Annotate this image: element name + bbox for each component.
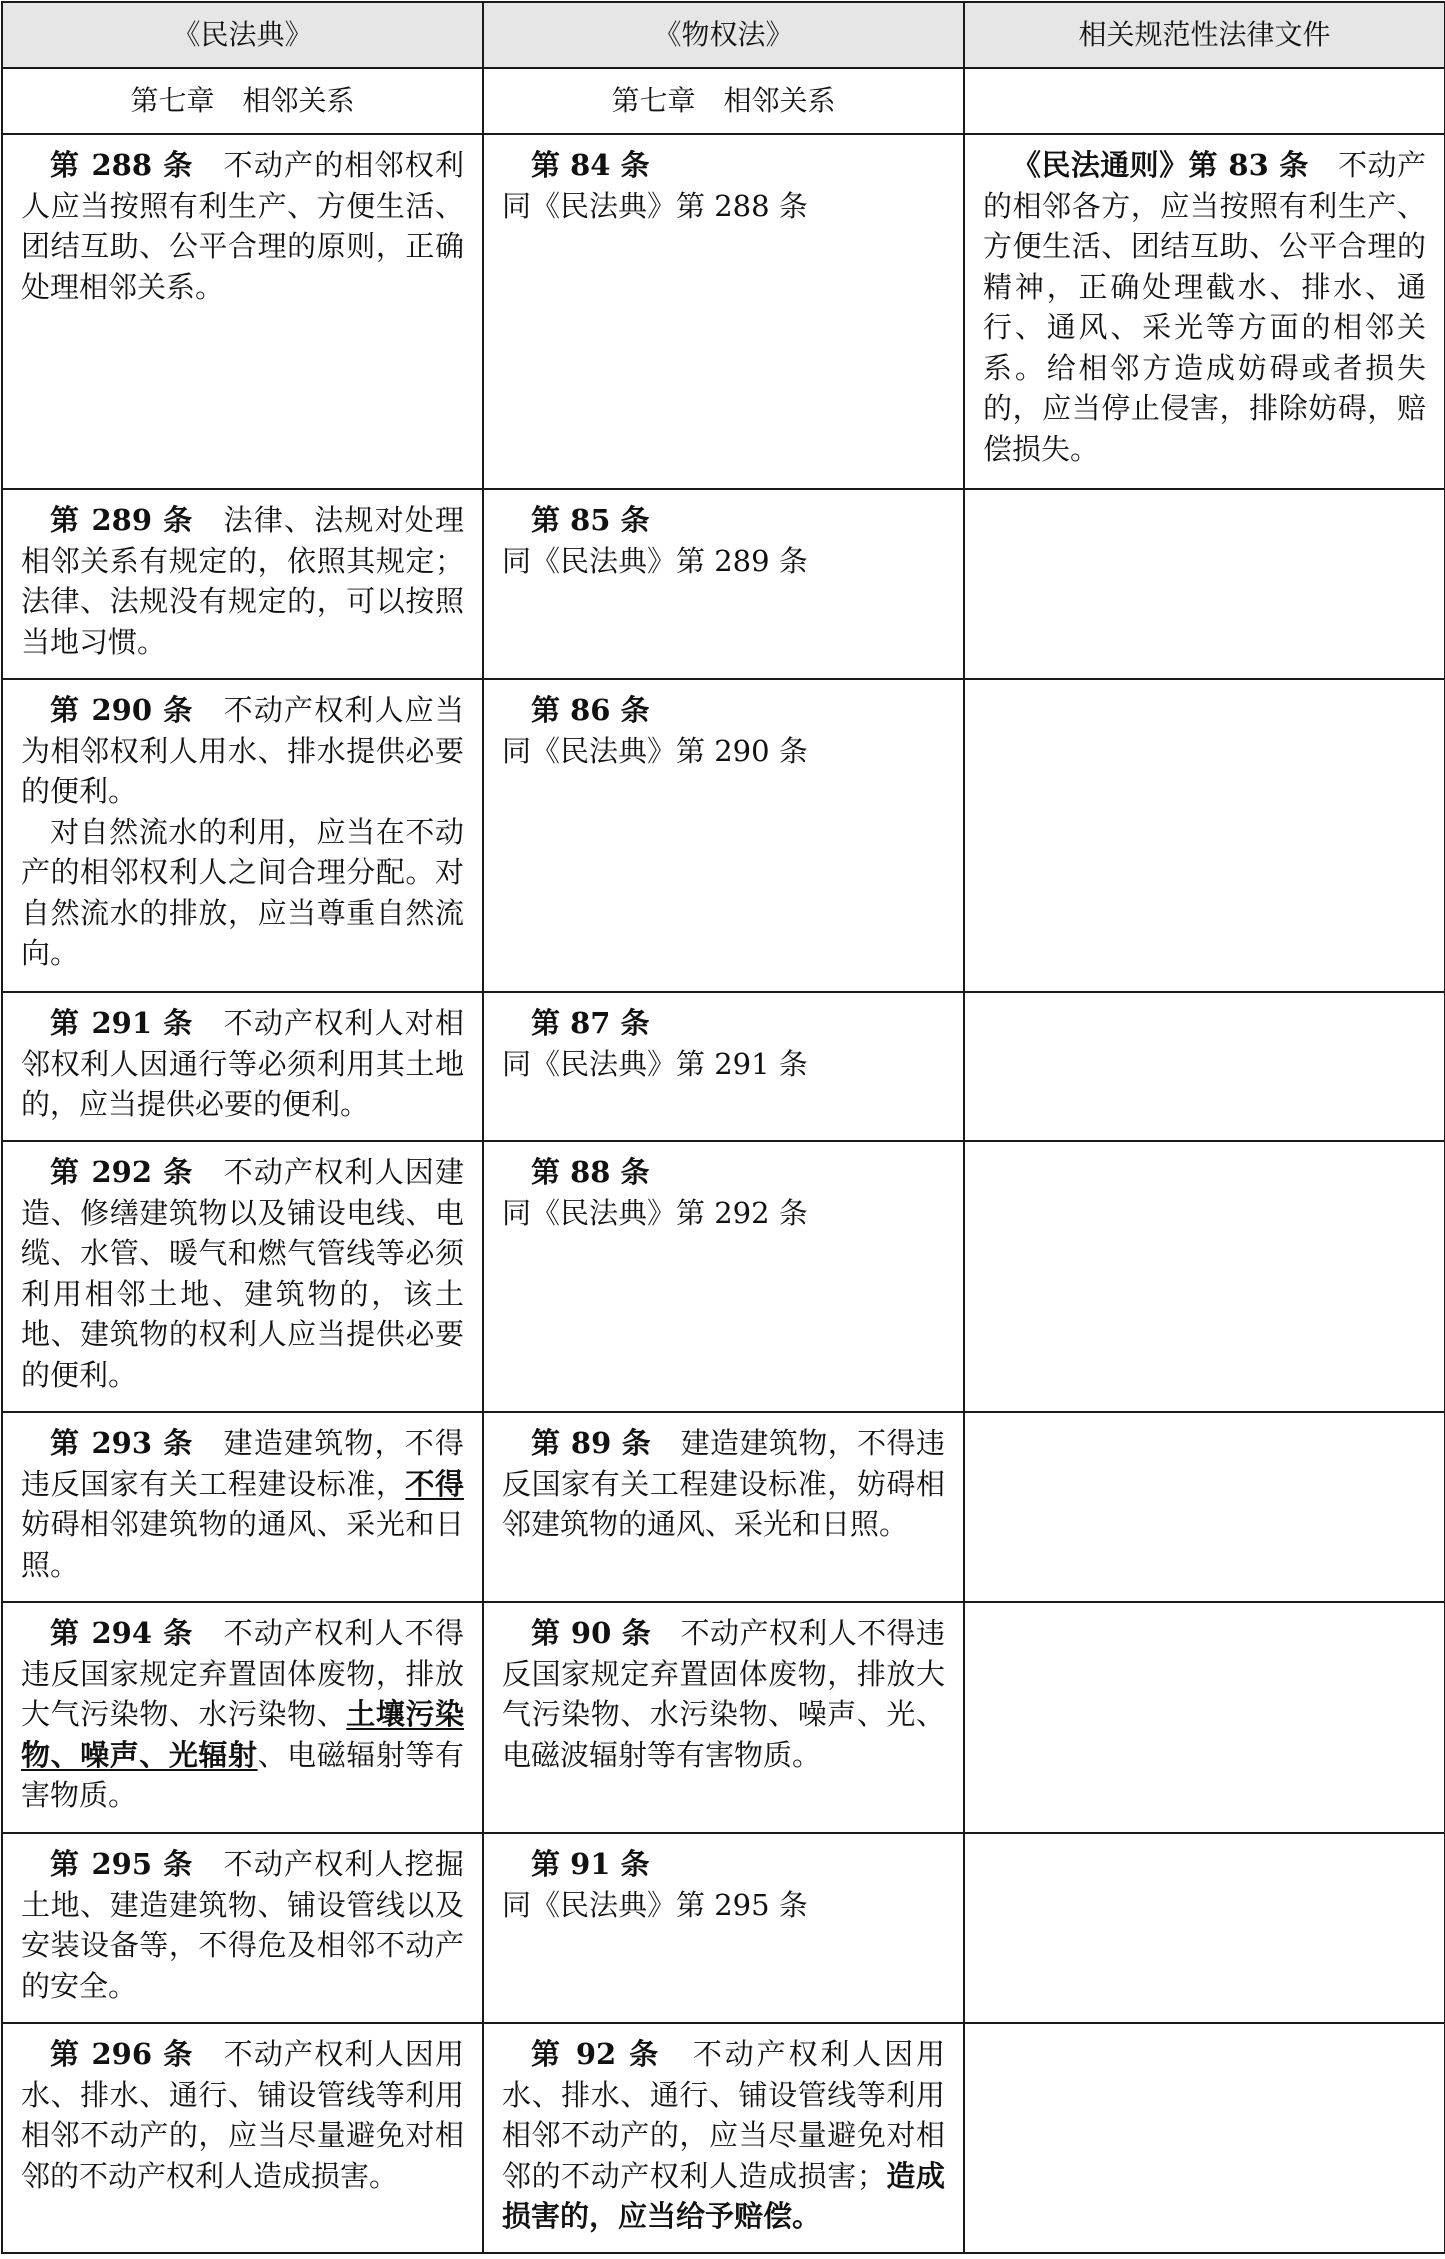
article-paragraph — [502, 1613, 945, 1775]
property-law-article — [483, 1833, 964, 2023]
article-text-tail: 、电磁辐射等有害物质。 — [21, 1737, 464, 1812]
related-document-empty — [964, 1412, 1445, 1602]
article-text: 不动产权利人对相邻权利人因通行等必须利用其土地的，应当提供必要的便利。 — [21, 1006, 464, 1121]
article-text: 不动产权利人因用水、排水、通行、铺设管线等利用相邻不动产的，应当尽量避免对相邻的不动产权利人造成损害。 — [21, 2037, 464, 2193]
civil-code-article — [2, 679, 483, 992]
related-document-empty — [964, 992, 1445, 1141]
property-law-article — [483, 134, 964, 489]
article-text: 建造建筑物，不得违反国家有关工程建设标准，妨碍相邻建筑物的通风、采光和日照。 — [502, 1426, 945, 1541]
related-document-empty — [964, 489, 1445, 679]
article-paragraph — [502, 2034, 945, 2237]
chapter-civil-code: 第七章 相邻关系 — [2, 68, 483, 134]
article-paragraph — [21, 1844, 464, 2006]
related-document-empty — [964, 1141, 1445, 1412]
article-paragraph — [502, 1844, 945, 1885]
civil-code-article — [2, 1141, 483, 1412]
article-number: 第 87 条 — [531, 1006, 650, 1040]
article-text-tail: 妨碍相邻建筑物的通风、采光和日照。 — [21, 1507, 464, 1582]
article-number: 第 288 条 — [50, 148, 194, 182]
article-number: 第 295 条 — [50, 1847, 194, 1881]
civil-code-article — [2, 2023, 483, 2253]
article-paragraph — [21, 1613, 464, 1816]
chapter-property-law: 第七章 相邻关系 — [483, 68, 964, 134]
article-number: 第 88 条 — [531, 1155, 650, 1189]
table-row — [2, 679, 1445, 992]
article-paragraph — [502, 690, 945, 731]
property-law-article — [483, 2023, 964, 2253]
table-row — [2, 1833, 1445, 2023]
article-number: 第 92 条 — [531, 2037, 662, 2071]
article-number: 第 292 条 — [50, 1155, 194, 1189]
article-number: 第 293 条 — [50, 1426, 194, 1460]
chapter-row — [2, 68, 1445, 134]
article-paragraph — [21, 1003, 464, 1125]
cross-reference: 同《民法典》第 292 条 — [502, 1195, 808, 1230]
article-paragraph — [21, 1152, 464, 1395]
article-number: 第 84 条 — [531, 148, 650, 182]
article-paragraph — [983, 145, 1426, 469]
article-number: 第 89 条 — [531, 1426, 652, 1460]
article-paragraph — [502, 1423, 945, 1545]
article-number: 《民法通则》第 83 条 — [1012, 148, 1309, 182]
article-paragraph — [21, 690, 464, 812]
article-number: 第 289 条 — [50, 503, 194, 537]
article-text: 不动产权利人因用水、排水、通行、铺设管线等利用相邻不动产的，应当尽量避免对相邻的不动产权利人造成损害； — [502, 2037, 945, 2193]
cross-reference: 同《民法典》第 290 条 — [502, 733, 808, 768]
article-number: 第 294 条 — [50, 1616, 194, 1650]
chapter-related — [964, 68, 1445, 134]
header-related-documents: 相关规范性法律文件 — [964, 2, 1445, 68]
property-law-article — [483, 679, 964, 992]
civil-code-article — [2, 1602, 483, 1833]
article-text: 不动产权利人挖掘土地、建造建筑物、铺设管线以及安装设备等，不得危及相邻不动产的安全。 — [21, 1847, 464, 2003]
header-row — [2, 2, 1445, 68]
property-law-article — [483, 1141, 964, 1412]
table-row — [2, 1141, 1445, 1412]
table-row — [2, 489, 1445, 679]
civil-code-article — [2, 1833, 483, 2023]
amended-text: 不得 — [405, 1466, 464, 1501]
law-comparison-table — [1, 1, 1445, 2254]
article-text: 建造建筑物，不得违反国家有关工程建设标准， — [21, 1426, 464, 1501]
civil-code-article — [2, 1412, 483, 1602]
property-law-article — [483, 992, 964, 1141]
amended-text: 造成损害的，应当给予赔偿。 — [502, 2158, 945, 2233]
related-document-empty — [964, 679, 1445, 992]
article-paragraph — [502, 500, 945, 541]
article-text: 不动产的相邻权利人应当按照有利生产、方便生活、团结互助、公平合理的原则，正确处理相邻关系。 — [21, 148, 464, 304]
table-row — [2, 1412, 1445, 1602]
article-text: 不动产权利人因建造、修缮建筑物以及铺设电线、电缆、水管、暖气和燃气管线等必须利用相邻土地、建筑物的，该土地、建筑物的权利人应当提供必要的便利。 — [21, 1155, 464, 1392]
property-law-article — [483, 1412, 964, 1602]
property-law-article — [483, 1602, 964, 1833]
cross-reference: 同《民法典》第 295 条 — [502, 1887, 808, 1922]
article-text: 不动产权利人应当为相邻权利人用水、排水提供必要的便利。 — [21, 693, 464, 808]
related-document-empty — [964, 2023, 1445, 2253]
cross-reference: 同《民法典》第 289 条 — [502, 543, 808, 578]
civil-code-article — [2, 992, 483, 1141]
article-number: 第 290 条 — [50, 693, 194, 727]
property-law-article — [483, 489, 964, 679]
civil-code-article — [2, 489, 483, 679]
article-text: 不动产权利人不得违反国家规定弃置固体废物，排放大气污染物、水污染物、噪声、光、电磁波辐射等有害物质。 — [502, 1616, 945, 1772]
article-paragraph — [21, 145, 464, 307]
related-document-empty — [964, 1602, 1445, 1833]
document-page — [1, 1, 1444, 2257]
article-text: 不动产权利人不得违反国家规定弃置固体废物，排放大气污染物、水污染物、 — [21, 1616, 464, 1731]
article-number: 第 296 条 — [50, 2037, 194, 2071]
article-paragraph — [502, 1003, 945, 1044]
cross-reference: 同《民法典》第 288 条 — [502, 188, 808, 223]
article-paragraph: 对自然流水的利用，应当在不动产的相邻权利人之间合理分配。对自然流水的排放，应当尊重自然流向。 — [21, 814, 464, 970]
article-number: 第 91 条 — [531, 1847, 650, 1881]
article-number: 第 86 条 — [531, 693, 650, 727]
table-row — [2, 1602, 1445, 1833]
article-number: 第 291 条 — [50, 1006, 194, 1040]
related-document-empty — [964, 1833, 1445, 2023]
table-row — [2, 2023, 1445, 2253]
article-paragraph — [21, 1423, 464, 1585]
table-row — [2, 134, 1445, 489]
amended-text: 土壤污染物、噪声、光辐射 — [21, 1697, 464, 1772]
article-paragraph — [21, 500, 464, 662]
article-number: 第 85 条 — [531, 503, 650, 537]
article-text: 法律、法规对处理相邻关系有规定的，依照其规定；法律、法规没有规定的，可以按照当地习惯。 — [21, 503, 464, 659]
cross-reference: 同《民法典》第 291 条 — [502, 1046, 808, 1081]
article-paragraph — [502, 1152, 945, 1193]
related-document-article — [964, 134, 1445, 489]
header-property-law: 《物权法》 — [483, 2, 964, 68]
article-number: 第 90 条 — [531, 1616, 652, 1650]
article-text: 不动产的相邻各方，应当按照有利生产、方便生活、团结互助、公平合理的精神，正确处理截水、排水、通行、通风、采光等方面的相邻关系。给相邻方造成妨碍或者损失的，应当停止侵害，排除妨碍，赔偿损失。 — [983, 148, 1426, 466]
table-row — [2, 992, 1445, 1141]
header-civil-code: 《民法典》 — [2, 2, 483, 68]
article-paragraph — [502, 145, 945, 186]
civil-code-article — [2, 134, 483, 489]
article-paragraph — [21, 2034, 464, 2196]
